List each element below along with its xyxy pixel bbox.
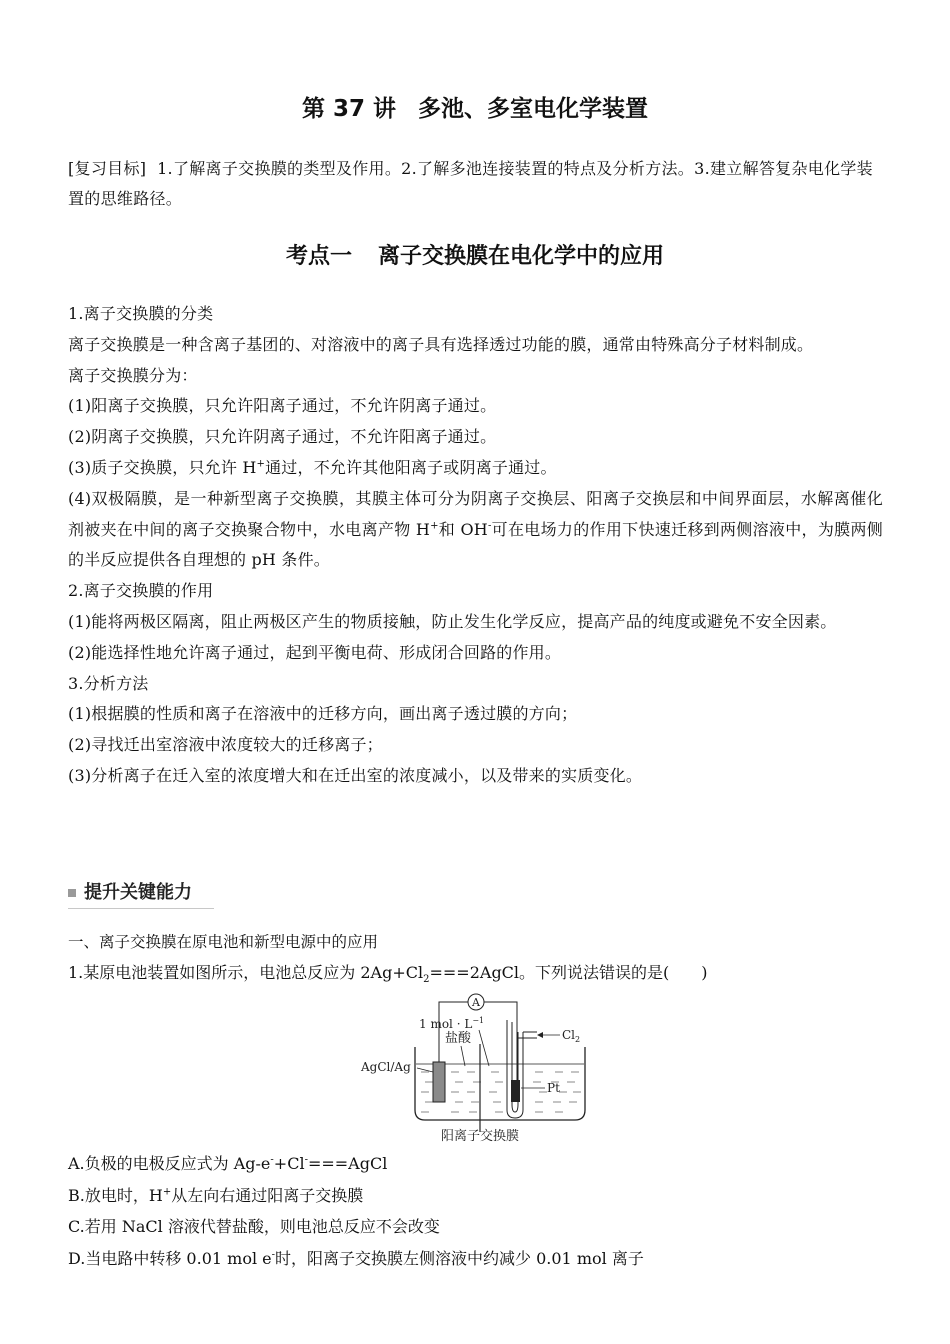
membrane-label: 阳离子交换膜 [440,1129,520,1142]
cell-diagram-svg [355,992,595,1142]
option-c: C.若用 NaCl 溶液代替盐酸，则电池总反应不会改变 [68,1217,440,1236]
section-body [68,299,883,792]
acid-pointer [461,1046,465,1066]
left-electrode-pointer [417,1068,433,1072]
function-item-2: (2)能选择性地允许离子通过，起到平衡电荷、形成闭合回路的作用。 [68,642,562,662]
subheading-function: 2.离子交换膜的作用 [68,581,214,601]
paragraph-definition: 离子交换膜是一种含离子基团的、对溶液中的离子具有选择透过功能的膜，通常由特殊高分子材料制成。 [68,334,814,354]
option-a: A.负极的电极反应式为 Ag-e-+Cl-===AgCl [68,1154,388,1173]
function-item-1: (1)能将两极区隔离，阻止两极区产生的物质接触，防止发生化学反应，提高产品的纯度或避免不安全因素。 [68,611,837,631]
chlorine-label: $Cl_2$ [562,1028,581,1044]
left-electrode-label: AgCl/Ag [361,1060,411,1074]
type-item-4: (4)双极隔膜，是一种新型离子交换膜，其膜主体可分为阴离子交换层、阳离子交换层和中间界面层，水解离催化剂被夹在中间的离子交换聚合物中，水电离产物 H+和 OH-可在电场力的作用下快速迁移到两侧溶液中，为膜两侧的半反应提供各自理想的 pH 条件。 [68,488,883,570]
type-item-2: (2)阴离子交换膜，只允许阴离子通过，不允许阳离子通过。 [68,427,497,447]
review-goals-text: 1.了解离子交换膜的类型及作用。2.了解多池连接装置的特点及分析方法。3.建立解答复杂电化学装置的思维路径。 [68,159,873,208]
lecture-number: 第 37 讲 [301,96,397,122]
method-item-1: (1)根据膜的性质和离子在溶液中的迁移方向，画出离子透过膜的方向； [68,704,578,724]
pt-electrode [511,1080,520,1102]
option-d: D.当电路中转移 0.01 mol e-时，阳离子交换膜左侧溶液中约减少 0.01 mol 离子 [68,1248,644,1268]
galvanic-cell-diagram [355,992,595,1142]
section-title: 离子交换膜在电化学中的应用 [378,244,665,269]
review-goals-label: [复习目标] [68,159,147,178]
option-b: B.放电时，H+从左向右通过阳离子交换膜 [68,1185,364,1205]
chlorine-gas-tube [507,1020,523,1118]
lecture-topic: 多池、多室电化学装置 [418,96,649,122]
arrow-head-icon [537,1032,543,1038]
section-heading [0,239,950,270]
paragraph-types-intro: 离子交换膜分为： [68,365,198,385]
method-item-2: (2)寻找迁出室溶液中浓度较大的迁移离子； [68,735,383,755]
hydrochloric-acid-label: 盐酸 [445,1031,472,1046]
agcl-ag-electrode [433,1062,445,1102]
question-stem: 1.某原电池装置如图所示，电池总反应为 $2Ag+Cl_2===2AgCl$。下列说法错误的是( ) [68,963,708,986]
ammeter-label: A [472,996,480,1009]
concentration-label: 1 mol · $L^{-1}$ [419,1016,485,1031]
section-number: 考点一 [285,244,352,269]
square-bullet-icon [68,889,76,897]
subheading-classification: 1.离子交换膜的分类 [68,304,214,323]
type-item-1: (1)阳离子交换膜，只允许阳离子通过，不允许阴离子通过。 [68,396,497,416]
method-item-3: (3)分析离子在迁入室的浓度增大和在迁出室的浓度减小，以及带来的实质变化。 [68,765,643,785]
pt-label: Pt [547,1081,560,1095]
answer-options [68,1148,883,1274]
review-goals [68,154,883,214]
type-item-3: (3)质子交换膜，只允许 H+通过，不允许其他阳离子或阴离子通过。 [68,457,557,477]
skill-banner-label: 提升关键能力 [84,882,192,903]
lecture-title [0,90,950,123]
subheading-method: 3.分析方法 [68,673,149,693]
skill-banner [68,878,214,909]
subsection-heading: 一、离子交换膜在原电池和新型电源中的应用 [68,933,379,951]
